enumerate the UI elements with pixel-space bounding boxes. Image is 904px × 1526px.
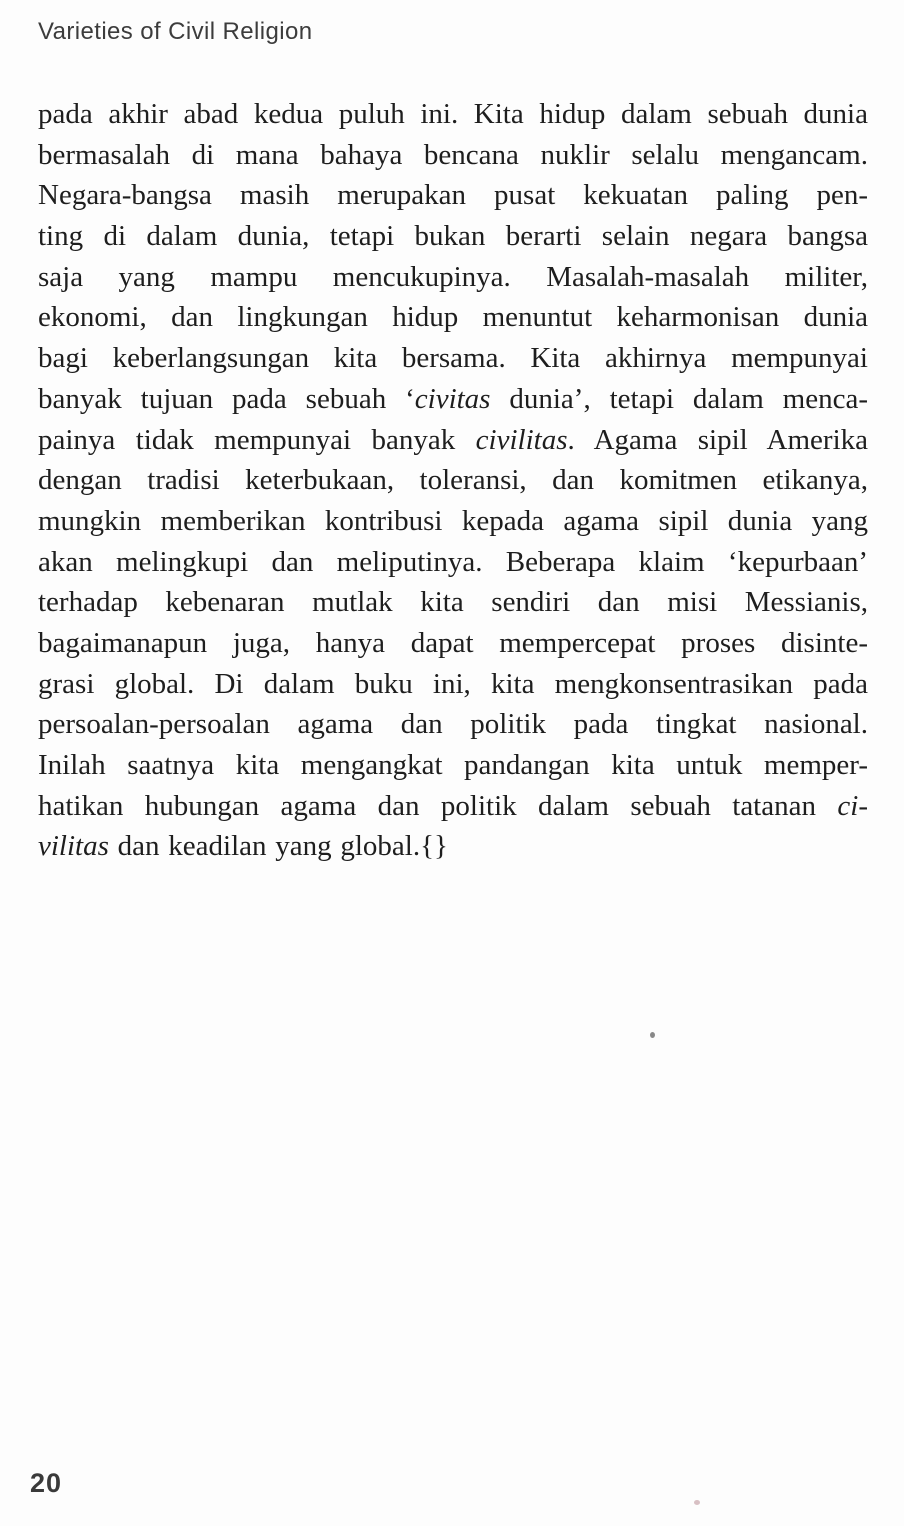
text-line <box>38 542 868 583</box>
scan-speck <box>694 1500 700 1505</box>
text-line <box>38 826 868 867</box>
running-header: Varieties of Civil Religion <box>38 18 313 45</box>
text-segment: bagaimanapun juga, hanya dapat mempercepat proses disinte- <box>38 626 868 659</box>
text-segment: dan keadilan yang global.{} <box>108 830 448 863</box>
text-line <box>38 420 868 461</box>
text-line <box>38 175 868 216</box>
text-line <box>38 664 868 705</box>
text-line <box>38 582 868 623</box>
text-segment: bagi keberlangsungan kita bersama. Kita akhirnya mempunyai <box>38 342 868 375</box>
text-line <box>38 216 868 257</box>
text-line <box>38 379 868 420</box>
text-line <box>38 623 868 664</box>
text-segment: pada akhir abad kedua puluh ini. Kita hidup dalam sebuah dunia <box>38 98 868 130</box>
text-line <box>38 460 868 501</box>
text-segment: akan melingkupi dan meliputinya. Beberapa klaim ‘kepurbaan’ <box>38 545 868 578</box>
text-segment: hatikan hubungan agama dan politik dalam sebuah tatanan <box>38 789 838 822</box>
text-segment: Negara-bangsa masih merupakan pusat kekuatan paling pen- <box>38 179 868 212</box>
body-paragraph <box>38 94 868 867</box>
text-segment: saja yang mampu mencukupinya. Masalah-masalah militer, <box>38 260 868 293</box>
text-segment: banyak tujuan pada sebuah ‘ <box>38 382 415 415</box>
italic-text: ci- <box>837 789 868 822</box>
text-segment: dunia’, tetapi dalam menca- <box>490 382 868 415</box>
text-segment: mungkin memberikan kontribusi kepada agama sipil dunia yang <box>38 504 868 537</box>
text-segment: ekonomi, dan lingkungan hidup menuntut keharmonisan dunia <box>38 301 868 334</box>
text-line <box>38 94 868 135</box>
text-line <box>38 745 868 786</box>
text-segment: dengan tradisi keterbukaan, toleransi, dan komitmen etikanya, <box>38 464 868 497</box>
text-line <box>38 501 868 542</box>
text-segment: persoalan-persoalan agama dan politik pada tingkat nasional. <box>38 708 868 741</box>
italic-text: vilitas <box>38 830 109 863</box>
text-line <box>38 704 868 745</box>
text-segment: ting di dalam dunia, tetapi bukan berarti selain negara bangsa <box>38 220 868 253</box>
text-line <box>38 297 868 338</box>
scan-speck <box>650 1032 655 1038</box>
text-line <box>38 257 868 298</box>
italic-text: civilitas <box>475 423 568 456</box>
text-line <box>38 786 868 827</box>
text-segment: terhadap kebenaran mutlak kita sendiri dan misi Messianis, <box>38 586 868 619</box>
text-line <box>38 135 868 176</box>
text-segment: grasi global. Di dalam buku ini, kita mengkonsentrasikan pada <box>38 667 868 700</box>
italic-text: civitas <box>414 382 491 415</box>
text-segment: painya tidak mempunyai banyak <box>38 423 476 456</box>
text-segment: . Agama sipil Amerika <box>567 423 868 456</box>
text-line <box>38 338 868 379</box>
text-segment: bermasalah di mana bahaya bencana nuklir selalu mengancam. <box>38 138 868 171</box>
page-number: 20 <box>30 1468 63 1498</box>
text-segment: Inilah saatnya kita mengangkat pandangan kita untuk memper- <box>38 749 868 781</box>
